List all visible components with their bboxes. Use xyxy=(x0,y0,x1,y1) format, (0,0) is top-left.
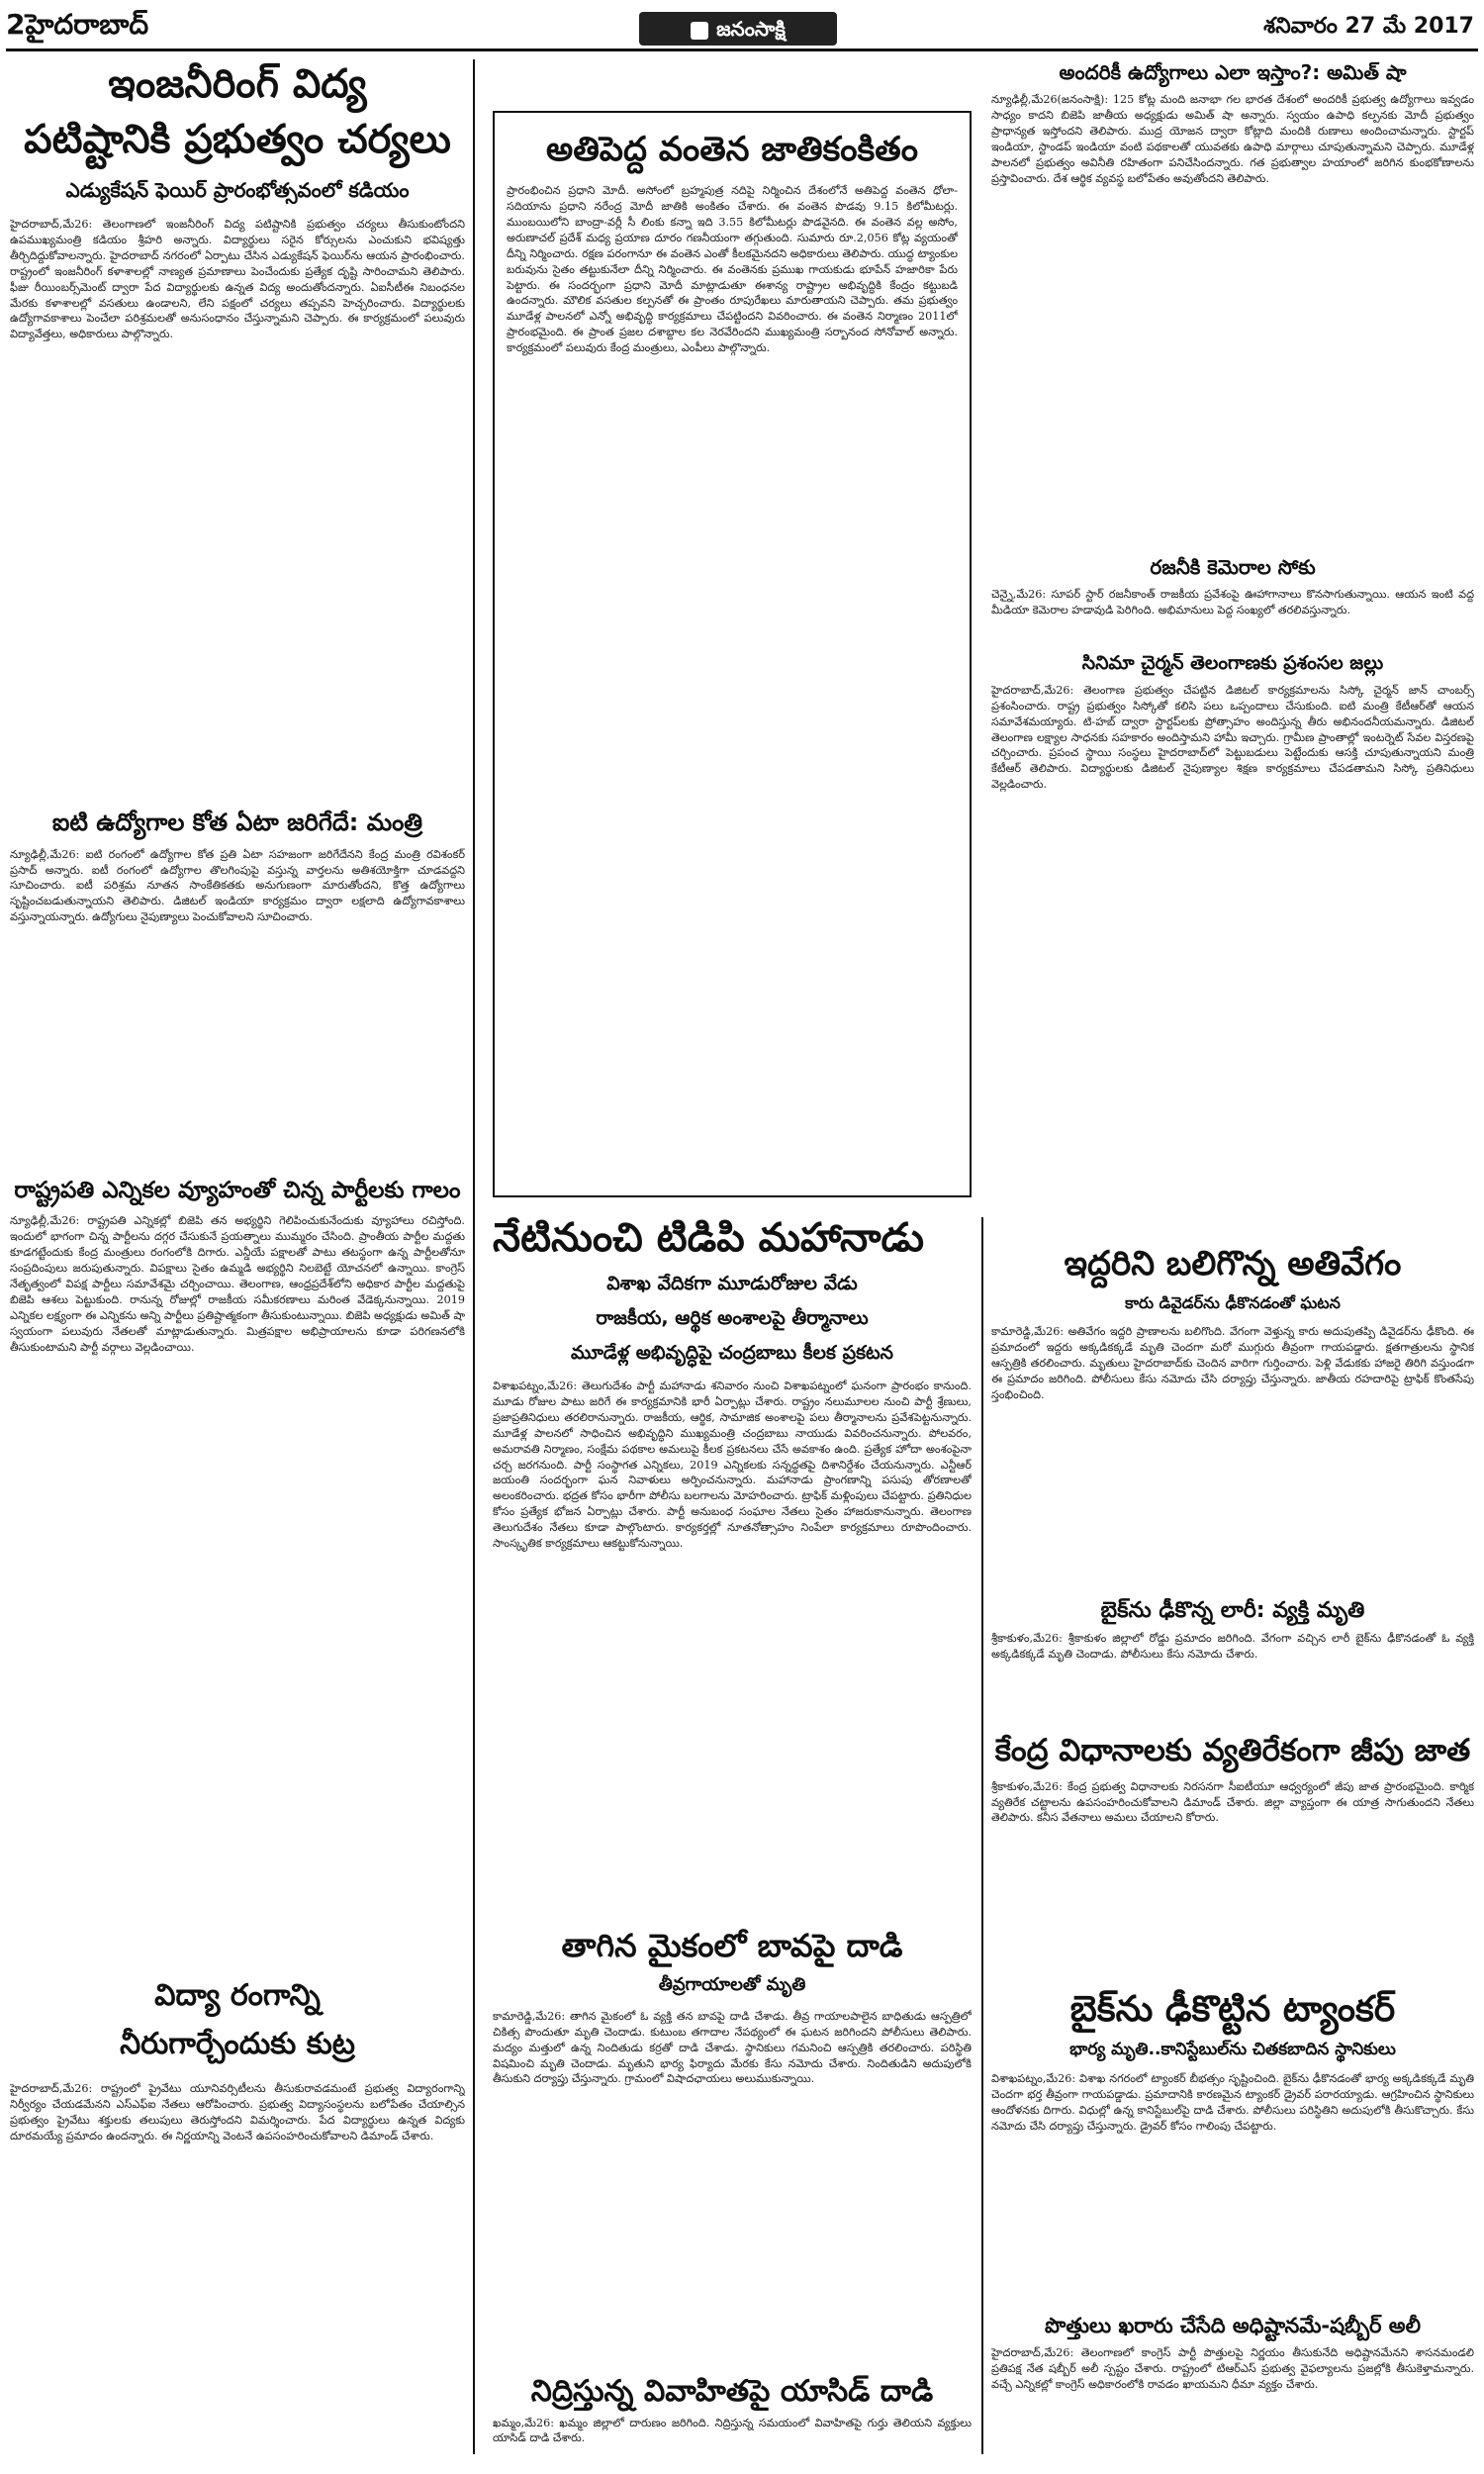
column-divider xyxy=(981,1217,983,2454)
column-divider xyxy=(473,59,475,2454)
article-jeep-yatra xyxy=(991,1734,1474,1981)
headline: ఐటి ఉద్యోగాల కోత ఏటా జరిగేదే: మంత్రి xyxy=(51,809,423,836)
subheadline: కారు డివైడర్‌ను ఢీకొనడంతో ఘటన xyxy=(1125,1293,1341,1313)
article-body: చెన్నై,మే26: సూపర్ స్టార్ రజనీకాంత్ రాజకీయ ప్రవేశంపై ఊహాగానాలు కొనసాగుతున్నాయి. ఆయన ఇంటి వద్ద మీడియా కెమెరాల హడావుడి పెరిగింది. అభిమానులు పెద్ద సంఖ్యలో తరలివస్తున్నారు. xyxy=(991,588,1474,617)
headline: నేటినుంచి టిడిపి మహానాడు xyxy=(493,1215,924,1261)
headline: కేంద్ర విధానాలకు వ్యతిరేకంగా జీపు జాత xyxy=(994,1734,1471,1768)
article-amit-shah xyxy=(991,61,1474,546)
article-body: కామారెడ్డి,మే26: అతివేగం ఇద్దరి ప్రాణాలను బలిగొంది. వేగంగా వెళ్తున్న కారు అదుపుతప్పి డివైడర్‌ను ఢీకొంది. ఈ ప్రమాదంలో ఇద్దరు అక్కడికక్కడే మృతి చెందగా మరో ముగ్గురు తీవ్రంగా గాయపడ్డారు. క్షతగాత్రులను స్థానిక ఆస్పత్రికి తరలించారు. మృతులు హైదరాబాద్‌కు చెందిన వారిగా గుర్తించారు. పెళ్లి వేడుకకు హాజరై తిరిగి వస్తుండగా ఈ ప్రమాదం జరిగింది. పోలీసులు కేసు నమోదు చేసి దర్యాప్తు చేస్తున్నారు. జాతీయ రహదారిపై ట్రాఫిక్ కొంతసేపు స్తంభించింది. xyxy=(991,1325,1474,1401)
headline: పటిష్టానికి ప్రభుత్వం చర్యలు xyxy=(24,117,451,162)
headline: నిద్రిస్తున్న వివాహితపై యాసిడ్ దాడి xyxy=(530,2375,934,2409)
article-president-election xyxy=(10,1178,465,1959)
article-attack xyxy=(493,1928,972,2363)
headline: ఇంజనీరింగ్ విద్య xyxy=(108,61,367,107)
newspaper-logo xyxy=(639,12,837,46)
article-bridge xyxy=(493,111,972,1197)
article-cisco xyxy=(991,653,1474,1192)
headline: నీరుగార్చేందుకు కుట్ర xyxy=(120,2026,355,2061)
headline: రాష్ట్రపతి ఎన్నికల వ్యూహంతో చిన్న పార్టీలకు గాలం xyxy=(14,1178,461,1203)
headline: బైక్‌ను ఢీకొట్టిన ట్యాంకర్ xyxy=(1069,1989,1396,2030)
masthead xyxy=(6,4,1478,51)
article-body: శ్రీకాకుళం,మే26: కేంద్ర ప్రభుత్వ విధానాలకు నిరసనగా సీఐటీయూ ఆధ్వర్యంలో జీపు జాత ప్రారంభమైంది. కార్మిక వ్యతిరేక చట్టాలను ఉపసంహరించుకోవాలని డిమాండ్ చేశారు. జిల్లా వ్యాప్తంగా ఈ యాత్ర సాగుతుందని నేతలు తెలిపారు. కనీస వేతనాలు అమలు చేయాలని కోరారు. xyxy=(991,1779,1474,1825)
article-education xyxy=(10,1979,465,2454)
headline: అందరికీ ఉద్యోగాలు ఎలా ఇస్తాం?: అమిత్ షా xyxy=(1059,61,1407,84)
section-name: హైదరాబాద్ xyxy=(25,8,149,41)
article-body: ఖమ్మం,మే26: ఖమ్మం జిల్లాలో దారుణం జరిగింది. నిద్రిస్తున్న సమయంలో వివాహితపై గుర్తు తెలియని వ్యక్తులు యాసిడ్ దాడి చేశారు. xyxy=(493,2416,972,2445)
article-accident xyxy=(991,1245,1474,1591)
article-body: ప్రారంభించిన ప్రధాని మోదీ. అసోంలో బ్రహ్మపుత్ర నదిపై నిర్మించిన దేశంలోనే అతిపెద్ద వంతెన ధోలా-సదియాను ప్రధాని నరేంద్ర మోదీ జాతికి అంకితం చేశారు. ఈ వంతెన పొడవు 9.15 కిలోమీటర్లు. ముంబయిలోని బాంద్రా-వర్లీ సీ లింకు కన్నా ఇది 3.55 కిలోమీటర్లు పొడవైనది. ఈ వంతెన వల్ల అసోం, అరుణాచల్ ప్రదేశ్ మధ్య ప్రయాణ దూరం గణనీయంగా తగ్గుతుంది. సుమారు రూ.2,056 కోట్ల వ్యయంతో దీన్ని నిర్మించారు. రక్షణ పరంగానూ ఈ వంతెన ఎంతో కీలకమైనదని అధికారులు తెలిపారు. యుద్ధ ట్యాంకుల బరువును సైతం తట్టుకునేలా దీన్ని నిర్మించారు. ఈ వంతెనకు ప్రముఖ గాయకుడు భూపేన్ హజారికా పేరు పెట్టారు. ఈ సందర్భంగా ప్రధాని మోదీ మాట్లాడుతూ ఈశాన్య రాష్ట్రాల అభివృద్ధికి కేంద్రం కట్టుబడి ఉందన్నారు. మౌలిక వసతుల కల్పనతో ఈ ప్రాంతం రూపురేఖలు మారుతాయని చెప్పారు. తమ ప్రభుత్వం మూడేళ్ల పాలనలో ఎన్నో అభివృద్ధి కార్యక్రమాలు చేపట్టిందని వివరించారు. ఈ వంతెన నిర్మాణం 2011లో ప్రారంభమైంది. ఈ ప్రాంత ప్రజల దశాబ్దాల కల నెరవేరిందని ముఖ్యమంత్రి సర్బానంద సోనోవాల్ అన్నారు. కార్యక్రమంలో పలువురు కేంద్ర మంత్రులు, ఎంపీలు పాల్గొన్నారు. xyxy=(507,184,958,355)
article-body: హైదరాబాద్,మే26: తెలంగాణలో కాంగ్రెస్ పార్టీ పొత్తులపై నిర్ణయం తీసుకునేది అధిష్టానమేనని శాసనమండలి ప్రతిపక్ష నేత షబ్బీర్ అలీ స్పష్టం చేశారు. రాష్ట్రంలో టిఆర్ఎస్ ప్రభుత్వ వైఫల్యాలను ప్రజల్లోకి తీసుకెళ్తామన్నారు. వచ్చే ఎన్నికల్లో కాంగ్రెస్ అధికారంలోకి రావడం ఖాయమని ధీమా వ్యక్తం చేశారు. xyxy=(991,2346,1474,2391)
headline: రజనీకి కెమెరాల సోకు xyxy=(1150,556,1316,579)
article-body: హైదరాబాద్,మే26: తెలంగాణలో ఇంజనీరింగ్ విద్య పటిష్టానికి ప్రభుత్వం చర్యలు తీసుకుంటోందని ఉపముఖ్యమంత్రి కడియం శ్రీహరి అన్నారు. విద్యార్థులు సరైన కోర్సులను ఎంచుకుని భవిష్యత్తు తీర్చిదిద్దుకోవాలన్నారు. హైదరాబాద్ నగరంలో ఏర్పాటు చేసిన ఎడ్యుకేషన్ ఫెయిర్‌ను ఆయన ప్రారంభించారు. రాష్ట్రంలో ఇంజనీరింగ్ కళాశాలల్లో నాణ్యత ప్రమాణాలు పెంచేందుకు ప్రత్యేక దృష్టి సారించామని తెలిపారు. ఫీజు రీయింబర్స్‌మెంట్ ద్వారా పేద విద్యార్థులకు ఉన్నత విద్య అందుతోందన్నారు. ఏఐసీటీఈ నిబంధనల మేరకు కళాశాలల్లో వసతులు ఉండాలని, లేని పక్షంలో చర్యలు తప్పవని హెచ్చరించారు. విద్యార్థులకు ఉద్యోగావకాశాలు పెంచేలా పరిశ్రమలతో అనుసంధానం చేస్తున్నామని చెప్పారు. ఈ కార్యక్రమంలో పలువురు విద్యావేత్తలు, అధికారులు పాల్గొన్నారు. xyxy=(10,218,465,341)
subheadline: రాజకీయ, ఆర్థిక అంశాలపై తీర్మానాలు xyxy=(596,1307,869,1329)
headline: పొత్తులు ఖరారు చేసేది అధిష్టానమే-షబ్బీర్ అలీ xyxy=(1045,2314,1421,2337)
subheadline: విశాఖ వేదికగా మూడురోజుల వేడు xyxy=(606,1273,858,1294)
article-body: కామారెడ్డి,మే26: తాగిన మైకంలో ఓ వ్యక్తి తన బావపై దాడి చేశాడు. తీవ్ర గాయాలపాలైన బాధితుడు ఆస్పత్రిలో చికిత్స పొందుతూ మృతి చెందాడు. కుటుంబ తగాదాల నేపథ్యంలో ఈ ఘటన జరిగిందని పోలీసులు తెలిపారు. మద్యం మత్తులో ఉన్న నిందితుడు కర్రతో దాడి చేశాడు. స్థానికులు గమనించి ఆస్పత్రికి తరలించారు. పరిస్థితి విషమించి మృతి చెందాడు. మృతుని భార్య ఫిర్యాదు మేరకు కేసు నమోదు చేశారు. నిందితుడిని అదుపులోకి తీసుకుని దర్యాప్తు చేస్తున్నారు. గ్రామంలో విషాదఛాయలు అలుముకున్నాయి. xyxy=(493,2009,972,2086)
logo-icon xyxy=(691,22,708,40)
article-tanker xyxy=(991,1989,1474,2306)
headline: ఇద్దరిని బలిగొన్న అతివేగం xyxy=(1064,1245,1402,1284)
headline: విద్యా రంగాన్ని xyxy=(154,1979,321,2013)
headline: తాగిన మైకంలో బావపై దాడి xyxy=(561,1928,903,1964)
article-rajini xyxy=(991,556,1474,645)
article-body: న్యూఢిల్లీ,మే26: రాష్ట్రపతి ఎన్నికల్లో బిజెపి తన అభ్యర్థిని గెలిపించుకునేందుకు వ్యూహాలు రచిస్తోంది. ఇందులో భాగంగా చిన్న పార్టీలను దగ్గర చేసుకునే ప్రయత్నాలు ముమ్మరం చేసింది. ప్రాంతీయ పార్టీల మద్దతు కూడగట్టేందుకు కేంద్ర మంత్రులు రంగంలోకి దిగారు. ఎన్డీయే పక్షాలతో పాటు తటస్థంగా ఉన్న పార్టీలతోనూ సంప్రదింపులు జరుపుతున్నారు. విపక్షాలు సైతం ఉమ్మడి అభ్యర్థిని నిలబెట్టే యోచనలో ఉన్నాయి. కాంగ్రెస్ నేతృత్వంలో విపక్ష పార్టీలు సమావేశమై చర్చించాయి. తెలంగాణ, ఆంధ్రప్రదేశ్‌లోని అధికార పార్టీల మద్దతుపై బిజెపి ఆశలు పెట్టుకుంది. రానున్న రోజుల్లో రాజకీయ సమీకరణాలు మరింత వేడెక్కనున్నాయి. 2019 ఎన్నికల లక్ష్యంగా ఈ ఎన్నికను అన్ని పార్టీలు ప్రతిష్టాత్మకంగా తీసుకుంటున్నాయి. బిజెపి అధ్యక్షుడు అమిత్ షా స్వయంగా పలువురు నేతలతో మాట్లాడుతున్నారు. మిత్రపక్షాల అభిప్రాయాలను కూడా పరిగణనలోకి తీసుకుంటామని పార్టీ వర్గాలు వెల్లడించాయి. xyxy=(10,1214,465,1354)
subheadline: ఎడ్యుకేషన్ ఫెయిర్ ప్రారంభోత్సవంలో కడియం xyxy=(65,178,410,202)
headline: అతిపెద్ద వంతెన జాతికంకితం xyxy=(546,130,918,169)
subheadline: తీవ్రగాయాలతో మృతి xyxy=(658,1973,806,1995)
issue-date: శనివారం 27 మే 2017 xyxy=(1263,14,1474,39)
article-body: న్యూఢిల్లీ,మే26: ఐటి రంగంలో ఉద్యోగాల కోత ప్రతి ఏటా సహజంగా జరిగేదేనని కేంద్ర మంత్రి రవిశంకర్ ప్రసాద్ అన్నారు. ఐటీ రంగంలో ఉద్యోగాల తొలగింపుపై వస్తున్న వార్తలను అతిశయోక్తిగా చూడవద్దని సూచించారు. ఐటీ పరిశ్రమ నూతన సాంకేతికతకు అనుగుణంగా మారుతోందని, కొత్త ఉద్యోగాలు సృష్టించబడుతున్నాయని తెలిపారు. డిజిటల్ ఇండియా కార్యక్రమం ద్వారా లక్షలాది ఉద్యోగావకాశాలు వస్తున్నాయన్నారు. ఉద్యోగులు నైపుణ్యాలు పెంచుకోవాలని సూచించారు. xyxy=(10,847,465,924)
article-body: హైదరాబాద్,మే26: తెలంగాణ ప్రభుత్వం చేపట్టిన డిజిటల్ కార్యక్రమాలను సిస్కో చైర్మన్ జాన్ చాంబర్స్ ప్రశంసించారు. రాష్ట్ర ప్రభుత్వం సిస్కోతో కలిసి పలు ఒప్పందాలు చేసుకుంది. ఐటి మంత్రి కేటీఆర్‌తో ఆయన సమావేశమయ్యారు. టి-హబ్ ద్వారా స్టార్టప్‌లకు ప్రోత్సాహం అందిస్తున్న తీరు అభినందనీయమన్నారు. డిజిటల్ తెలంగాణ లక్ష్యాల సాధనకు సహకారం అందిస్తామని హామీ ఇచ్చారు. గ్రామీణ ప్రాంతాల్లో ఇంటర్నెట్ సేవల విస్తరణపై చర్చించారు. ప్రపంచ స్థాయి సంస్థలు హైదరాబాద్‌లో పెట్టుబడులు పెట్టేందుకు ఆసక్తి చూపుతున్నాయని మంత్రి కేటీఆర్ తెలిపారు. విద్యార్థులకు డిజిటల్ నైపుణ్యాల శిక్షణ కార్యక్రమాలు చేపడతామని సిస్కో ప్రతినిధులు వెల్లడించారు. xyxy=(991,683,1474,792)
headline: సినిమా చైర్మన్ తెలంగాణకు ప్రశంసల జల్లు xyxy=(1081,653,1384,674)
article-body: విశాఖపట్నం,మే26: తెలుగుదేశం పార్టీ మహానాడు శనివారం నుంచి విశాఖపట్నంలో ఘనంగా ప్రారంభం కానుంది. మూడు రోజుల పాటు జరిగే ఈ కార్యక్రమానికి భారీ ఏర్పాట్లు చేశారు. రాష్ట్రం నలుమూలల నుంచి పార్టీ శ్రేణులు, ప్రజాప్రతినిధులు తరలిరానున్నారు. రాజకీయ, ఆర్థిక, సామాజిక అంశాలపై పలు తీర్మానాలను ప్రవేశపెట్టనున్నారు. మూడేళ్ల పాలనలో సాధించిన అభివృద్ధిని ముఖ్యమంత్రి చంద్రబాబు నాయుడు వివరించనున్నారు. పోలవరం, అమరావతి నిర్మాణం, సంక్షేమ పథకాల అమలుపై కీలక ప్రకటనలు చేసే అవకాశం ఉంది. ప్రత్యేక హోదా అంశంపైనా చర్చ జరగనుంది. పార్టీ సంస్థాగత ఎన్నికలు, 2019 ఎన్నికలకు సన్నద్ధతపై దిశానిర్దేశం చేయనున్నారు. ఎన్టీఆర్ జయంతి సందర్భంగా ఘన నివాళులు అర్పించనున్నారు. మహానాడు ప్రాంగణాన్ని పసుపు తోరణాలతో అలంకరించారు. భద్రత కోసం భారీగా పోలీసు బలగాలను మోహరించారు. ట్రాఫిక్ మళ్లింపులు చేపట్టారు. ప్రతినిధుల కోసం ప్రత్యేక భోజన ఏర్పాట్లు చేశారు. పార్టీ అనుబంధ సంఘాల నేతలు సైతం హాజరుకానున్నారు. తెలంగాణ తెలుగుదేశం నేతలు కూడా పాల్గొంటారు. కార్యకర్తల్లో నూతనోత్సాహం నింపేలా కార్యక్రమాలు రూపొందించారు. సాంస్కృతిక కార్యక్రమాలు ఆకట్టుకోనున్నాయి. xyxy=(493,1380,972,1551)
article-lorry xyxy=(991,1598,1474,1727)
article-body: న్యూఢిల్లీ,మే26(జనంసాక్షి): 125 కోట్ల మంది జనాభా గల భారత దేశంలో అందరికీ ప్రభుత్వ ఉద్యోగాలు ఇవ్వడం సాధ్యం కాదని బిజెపి జాతీయ అధ్యక్షుడు అమిత్ షా అన్నారు. స్వయం ఉపాధి కల్పనకు మోదీ ప్రభుత్వం ప్రాధాన్యత ఇస్తోందని తెలిపారు. ముద్ర యోజన ద్వారా కోట్లాది మందికి రుణాలు అందించామన్నారు. స్టార్టప్ ఇండియా, స్టాండప్ ఇండియా వంటి పథకాలతో యువతకు ఉపాధి మార్గాలు చూపుతున్నామని చెప్పారు. మూడేళ్ల పాలనలో ప్రభుత్వం అవినీతి రహితంగా పనిచేసిందన్నారు. గత ప్రభుత్వాల హయాంలో జరిగిన కుంభకోణాలను ప్రస్తావించారు. దేశ ఆర్థిక వ్యవస్థ బలోపేతం అవుతోందని తెలిపారు. xyxy=(991,93,1474,185)
article-it-jobs xyxy=(10,809,465,1166)
article-mahanadu xyxy=(493,1215,972,1918)
subheadline: మూడేళ్ల అభివృద్ధిపై చంద్రబాబు కీలక ప్రకటన xyxy=(570,1342,893,1364)
article-body: హైదరాబాద్,మే26: రాష్ట్రంలో ప్రైవేటు యూనివర్సిటీలను తీసుకురావడమంటే ప్రభుత్వ విద్యారంగాన్ని నిర్వీర్యం చేయడమేనని ఎస్ఎఫ్ఐ నేతలు ఆరోపించారు. ప్రభుత్వ విద్యాసంస్థలను బలోపేతం చేయాల్సిన ప్రభుత్వం ప్రైవేటు శక్తులకు తలుపులు తెరుస్తోందని విమర్శించారు. పేద విద్యార్థులు ఉన్నత విద్యకు దూరమయ్యే ప్రమాదం ఉందన్నారు. ఈ నిర్ణయాన్ని వెంటనే ఉపసంహరించుకోవాలని డిమాండ్ చేశారు. xyxy=(10,2082,465,2142)
newspaper-name: జనంసాక్షి xyxy=(716,17,786,41)
page-header-left xyxy=(6,8,148,48)
subheadline: భార్య మృతి..కానిస్టేబుల్‌ను చితకబాదిన స్థానికులు xyxy=(1069,2040,1396,2060)
article-body: విశాఖపట్నం,మే26: విశాఖ నగరంలో ట్యాంకర్ బీభత్సం సృష్టించింది. బైక్‌ను ఢీకొనడంతో భార్య అక్కడికక్కడే మృతి చెందగా భర్త తీవ్రంగా గాయపడ్డాడు. ప్రమాదానికి కారణమైన ట్యాంకర్ డ్రైవర్ పరారయ్యాడు. ఆగ్రహించిన స్థానికులు ఆందోళనకు దిగారు. విధుల్లో ఉన్న కానిస్టేబుల్‌పై దాడి చేశారు. పోలీసులు పరిస్థితిని అదుపులోకి తీసుకొచ్చారు. కేసు నమోదు చేసి దర్యాప్తు చేస్తున్నారు. డ్రైవర్ కోసం గాలింపు చేపట్టారు. xyxy=(991,2072,1474,2134)
article-engineering xyxy=(10,61,465,799)
article-shabbir-ali xyxy=(991,2314,1474,2457)
headline: బైక్‌ను ఢీకొన్న లారీ: వ్యక్తి మృతి xyxy=(1100,1598,1365,1623)
article-acid xyxy=(493,2375,972,2459)
article-body: శ్రీకాకుళం,మే26: శ్రీకాకుళం జిల్లాలో రోడ్డు ప్రమాదం జరిగింది. వేగంగా వచ్చిన లారీ బైక్‌ను ఢీకొనడంతో ఓ వ్యక్తి అక్కడికక్కడే మృతి చెందాడు. పోలీసులు కేసు నమోదు చేశారు. xyxy=(991,1632,1474,1662)
page-number: 2 xyxy=(6,8,26,41)
